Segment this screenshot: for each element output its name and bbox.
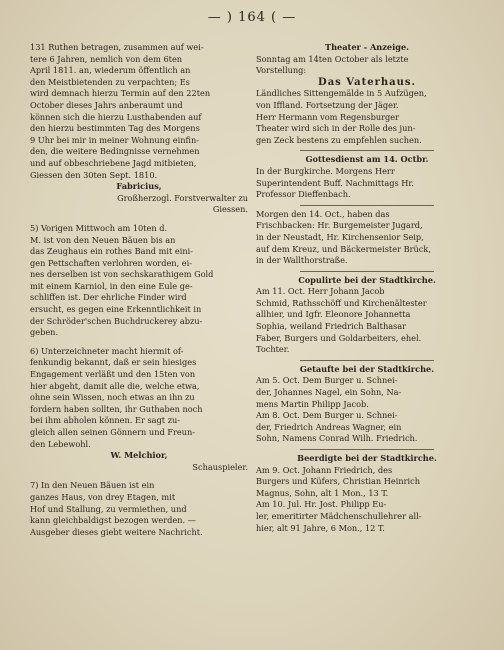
text-line: das Zeughaus ein rothes Band mit eini- [30,246,194,257]
text-line: Herr Hermann vom Regensburger [256,111,400,122]
text-line: Schmid, Rathsschöff und Kirchenältester [256,297,427,308]
left-column [30,42,248,538]
section-divider [300,271,433,272]
text-line: 5) Vorigen Mittwoch am 10ten d. [30,222,168,233]
text-line: M. ist von den Neuen Bäuen bis an [30,234,176,245]
text-line: bei ihm abholen können. Er sagt zu- [30,415,181,426]
text-line: Sohn, Namens Conrad Wilh. Friedrich. [256,433,418,444]
text-line: Ländliches Sittengemälde in 5 Aufzügen, [256,88,427,99]
text-line: ersucht, es gegen eine Erkenntlichkeit in [30,304,202,315]
spacer [30,473,248,480]
text-line: von Iffland. Fortsetzung der Jäger. [256,99,399,110]
text-line: ohne sein Wissen, noch etwas an ihn zu [30,392,195,403]
text-line: auf dem Kreuz, und Bäckermeister Brück, [256,243,431,254]
text-line: ler, emeritirter Mädchenschullehrer all- [256,510,422,521]
text-line: der, Johannes Nagel, ein Sohn, Na- [256,387,402,398]
text-line: Tochter. [256,344,290,355]
text-line: Professor Dieffenbach. [256,189,351,200]
text-line: October dieses Jahrs anberaumt und [30,99,183,110]
text-line: den Meistbietenden zu verpachten; Es [30,76,190,87]
section-heading: Beerdigte bei der Stadtkirche. [297,453,437,463]
text-line: Burgers und Küfers, Christian Heinrich [256,476,421,487]
text-line: Am 9. Oct. Johann Friedrich, des [256,464,393,475]
text-line: in der Wallthorstraße. [256,255,348,266]
text-line: hier, alt 91 Jahre, 6 Mon., 12 T. [256,522,385,533]
text-line: Am 10. Jul. Hr. Jost. Philipp Eu- [256,499,387,510]
text-line: und auf obbeschriebene Jagd mitbieten, [30,157,197,168]
text-line: Theater wird sich in der Rolle des jun- [256,123,416,134]
signature: W. Melchior, [110,450,168,461]
section-heading: Gottesdienst am 14. Octbr. [305,154,429,165]
text-line: gen Zeck bestens zu empfehlen suchen. [256,134,422,145]
section-divider [300,360,433,361]
signature: Fabricius, [116,181,162,192]
text-line: In der Burgkirche. Morgens Herr [256,165,395,176]
text-line: nes derselben ist von sechskarathigem Gold [30,269,214,280]
text-line: fordern haben sollten, ihr Guthaben noch [30,403,203,414]
text-line: Faber, Burgers und Goldarbeiters, ehel. [256,332,422,343]
text-line: in der Neustadt, Hr. Kirchensenior Seip, [256,231,424,242]
section-divider [300,205,433,206]
text-line: der, Friedrich Andreas Wagner, ein [256,421,402,432]
text-line: gen Pettschaften verlohren worden, ei- [30,257,192,268]
text-line: 6) Unterzeichneter macht hiermit of- [30,345,184,356]
section-heading: Getaufte bei der Stadtkirche. [299,363,435,374]
signature-title: Giessen. [212,204,248,215]
text-line: Magnus, Sohn, alt 1 Mon., 13 T. [256,487,389,498]
text-line: 7) In den Neuen Bäuen ist ein [30,480,155,491]
text-line: Am 11. Oct. Herr Johann Jacob [256,286,385,297]
spacer [30,216,248,223]
text-line: den hierzu bestimmten Tag des Morgens [30,123,200,134]
text-line: 131 Ruthen betragen, zusammen auf wei- [30,42,204,52]
right-column [256,42,478,534]
text-line: Sonntag am 14ten October als letzte [256,53,409,64]
text-line: Vorstellung: [256,65,307,76]
text-line: Sophia, weiland Friedrich Balthasar [256,321,407,332]
spacer [30,339,248,346]
text-line: Ausgeber dieses giebt weitere Nachricht. [30,526,203,537]
page-number: — ) 164 ( — [207,10,297,25]
text-line: geben. [30,327,59,338]
text-line: Engagement verläßt und den 15ten von [30,369,196,380]
play-title: Das Vaterhaus. [318,76,416,88]
text-line: Hof und Stallung, zu vermiethen, und [30,503,187,514]
text-line: Giessen den 30ten Sept. 1810. [30,169,158,180]
text-line: kann gleichbaldigst bezogen werden. — [30,515,196,526]
text-line: mit einem Karniol, in den eine Eule ge- [30,280,193,291]
section-heading: Theater - Anzeige. [324,42,410,52]
text-line: mens Martin Philipp Jacob. [256,398,369,409]
text-line: schliffen ist. Der ehrliche Finder wird [30,292,187,303]
text-line: den Lebewohl. [30,438,91,449]
text-line: 9 Uhr bei mir in meiner Wohnung einfin- [30,134,200,145]
text-line: hier abgeht, damit alle die, welche etwa, [30,380,200,391]
text-line: gleich allen seinen Gönnern und Freun- [30,427,196,437]
text-line: Morgen den 14. Oct., haben das [256,208,390,219]
text-line: fenkundig bekannt, daß er sein hiesiges [30,357,197,368]
signature-title: Schauspieler. [192,461,248,472]
text-line: der Schröder'schen Buchdruckerey abzu- [30,315,203,326]
text-line: Am 8. Oct. Dem Burger u. Schnei- [256,410,398,421]
text-line: können sich die hierzu Lusthabenden auf [30,111,202,122]
text-line: Frischbacken: Hr. Burgemeister Jugard, [256,220,423,231]
signature-title: Großherzogl. Forstverwalter zu [117,192,248,203]
section-heading: Copulirte bei der Stadtkirche. [298,274,436,285]
text-line: Superintendent Buff. Nachmittags Hr. [256,177,415,188]
text-line: tere 6 Jahren, nemlich von dem 6ten [30,53,183,64]
section-divider [300,449,433,450]
section-divider [300,150,433,151]
text-line: wird demnach hierzu Termin auf den 22ten [30,88,211,99]
text-line: Am 5. Oct. Dem Burger u. Schnei- [256,375,398,386]
text-line: April 1811. an, wiederum öffentlich an [30,65,191,76]
text-line: allhier, und Igfr. Eleonore Johannetta [256,309,411,320]
text-line: den, die weitere Bedingnisse vernehmen [30,146,200,157]
text-line: ganzes Haus, von drey Etagen, mit [30,491,176,502]
